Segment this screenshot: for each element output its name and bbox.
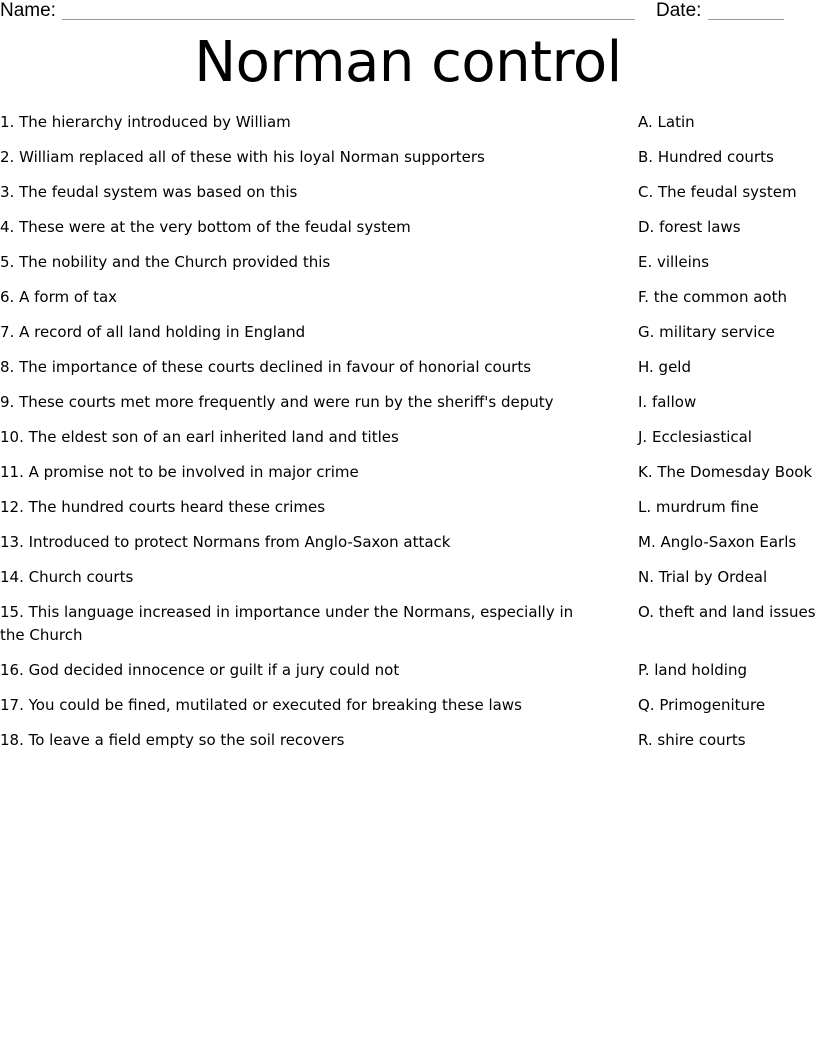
- matching-row: [0, 251, 816, 274]
- question-text: 16. God decided innocence or guilt if a jury could not: [0, 661, 400, 679]
- question-text: 10. The eldest son of an earl inherited land and titles: [0, 428, 399, 446]
- answer-option: B. Hundred courts: [638, 148, 774, 166]
- question-text: 6. A form of tax: [0, 288, 118, 306]
- matching-row: [0, 286, 816, 309]
- name-label: Name:: [0, 0, 56, 21]
- question-text: 11. A promise not to be involved in major crime: [0, 463, 359, 481]
- answer-option: A. Latin: [638, 113, 695, 131]
- question-text: 15. This language increased in importance under the Normans, especially in the Church: [0, 603, 574, 644]
- matching-row: [0, 146, 816, 169]
- answer-option: M. Anglo-Saxon Earls: [638, 533, 797, 551]
- matching-row: [0, 321, 816, 344]
- question-text: 13. Introduced to protect Normans from Anglo-Saxon attack: [0, 533, 451, 551]
- answer-option: I. fallow: [638, 393, 697, 411]
- matching-list: [0, 111, 816, 764]
- question-text: 14. Church courts: [0, 568, 134, 586]
- question-text: 3. The feudal system was based on this: [0, 183, 298, 201]
- matching-row: [0, 659, 816, 682]
- matching-row: [0, 566, 816, 589]
- name-field[interactable]: [62, 0, 635, 20]
- answer-option: H. geld: [638, 358, 691, 376]
- matching-row: [0, 391, 816, 414]
- question-text: 12. The hundred courts heard these crimes: [0, 498, 326, 516]
- matching-row: [0, 461, 816, 484]
- matching-row: [0, 356, 816, 379]
- question-text: 8. The importance of these courts declined in favour of honorial courts: [0, 358, 532, 376]
- answer-option: Q. Primogeniture: [638, 696, 766, 714]
- matching-row: [0, 694, 816, 717]
- matching-row: [0, 426, 816, 449]
- answer-option: J. Ecclesiastical: [638, 428, 752, 446]
- matching-row: [0, 181, 816, 204]
- answer-option: R. shire courts: [638, 731, 746, 749]
- answer-option: K. The Domesday Book: [638, 463, 813, 481]
- answer-option: O. theft and land issues: [638, 603, 816, 621]
- question-text: 2. William replaced all of these with his loyal Norman supporters: [0, 148, 485, 166]
- answer-option: G. military service: [638, 323, 775, 341]
- answer-option: D. forest laws: [638, 218, 741, 236]
- answer-option: L. murdrum fine: [638, 498, 759, 516]
- answer-option: F. the common aoth: [638, 288, 787, 306]
- question-text: 4. These were at the very bottom of the feudal system: [0, 218, 411, 236]
- answer-option: E. villeins: [638, 253, 710, 271]
- question-text: 9. These courts met more frequently and were run by the sheriff's deputy: [0, 393, 554, 411]
- header: [0, 0, 816, 24]
- matching-row: [0, 216, 816, 239]
- answer-option: N. Trial by Ordeal: [638, 568, 768, 586]
- matching-row: [0, 111, 816, 134]
- matching-row: [0, 531, 816, 554]
- page-title: Norman control: [194, 30, 622, 95]
- date-field[interactable]: [708, 0, 784, 20]
- matching-row: [0, 729, 816, 752]
- question-text: 17. You could be fined, mutilated or executed for breaking these laws: [0, 696, 522, 714]
- date-label: Date:: [656, 0, 702, 21]
- matching-row: [0, 496, 816, 519]
- matching-row: [0, 601, 816, 647]
- question-text: 1. The hierarchy introduced by William: [0, 113, 291, 131]
- question-text: 5. The nobility and the Church provided this: [0, 253, 331, 271]
- question-text: 7. A record of all land holding in England: [0, 323, 306, 341]
- question-text: 18. To leave a field empty so the soil recovers: [0, 731, 345, 749]
- answer-option: C. The feudal system: [638, 183, 797, 201]
- answer-option: P. land holding: [638, 661, 747, 679]
